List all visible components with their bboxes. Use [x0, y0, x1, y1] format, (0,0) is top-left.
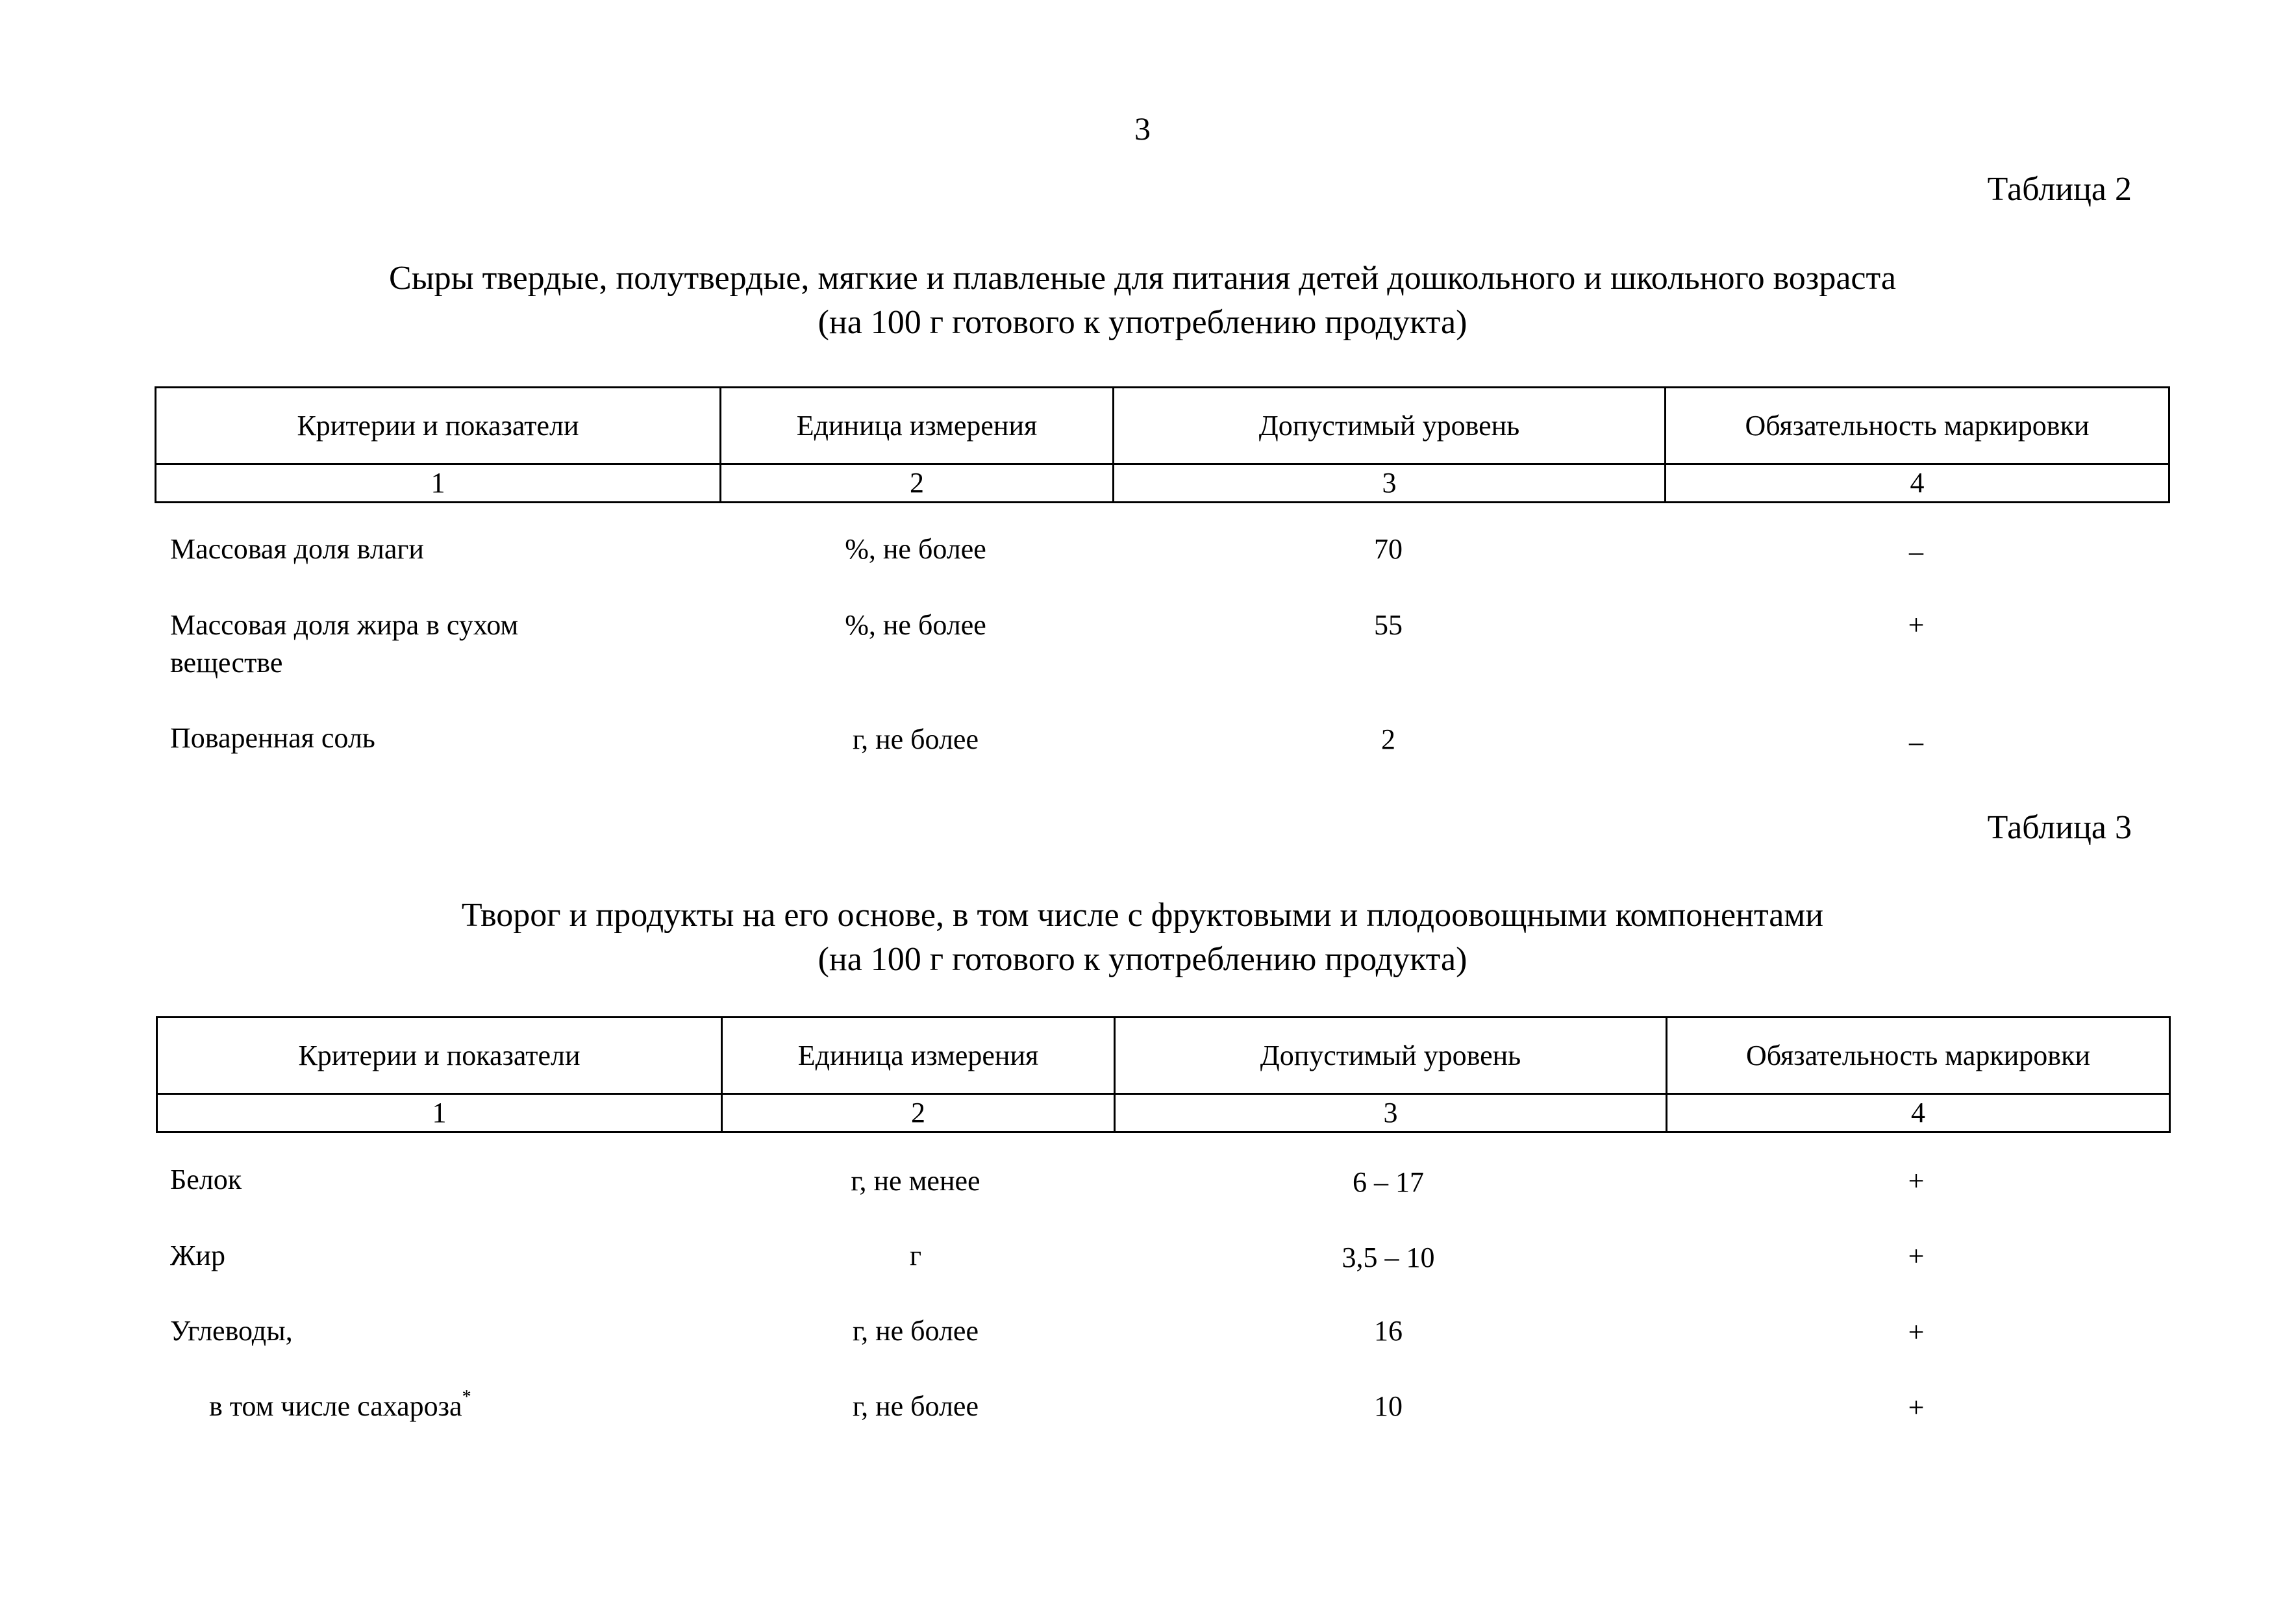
table-3-col-number-1: 1 — [157, 1094, 722, 1132]
table-2-col-number-1: 1 — [156, 464, 721, 503]
table-3-marking: + — [1908, 1316, 1925, 1348]
table-2-label: Таблица 2 — [1987, 171, 2132, 208]
table-3-unit: г, не более — [853, 1390, 979, 1422]
table-3-title — [130, 893, 2155, 982]
table-2-unit: %, не более — [845, 533, 986, 565]
table-2-column-numbers-row — [156, 464, 2169, 503]
table-2-header-row — [156, 388, 2169, 464]
table-2-header-level: Допустимый уровень — [1114, 388, 1666, 464]
table-3-marking: + — [1908, 1165, 1925, 1197]
page-number: 3 — [1134, 110, 1151, 147]
footnote-asterisk: * — [462, 1387, 471, 1407]
table-2-criterion: Поваренная соль — [170, 722, 375, 754]
table-3-label: Таблица 3 — [1987, 809, 2132, 846]
table-3-header-level: Допустимый уровень — [1115, 1018, 1667, 1094]
table-2-header-unit: Единица измерения — [721, 388, 1114, 464]
table-3-criterion: Жир — [170, 1240, 225, 1271]
table-2-criterion-line-2: веществе — [170, 647, 283, 679]
table-3-marking: + — [1908, 1240, 1925, 1272]
table-2-level: 2 — [1381, 723, 1395, 755]
table-3-level: 6 – 17 — [1353, 1166, 1424, 1198]
table-3-criterion: Белок — [170, 1164, 242, 1195]
table-3-header-marking: Обязательность маркировки — [1667, 1018, 2170, 1094]
table-3-col-number-4: 4 — [1667, 1094, 2170, 1132]
table-3-level: 16 — [1374, 1315, 1403, 1347]
table-2-header-criteria: Критерии и показатели — [156, 388, 721, 464]
table-2-criterion: Массовая доля влаги — [170, 533, 424, 565]
table-2-col-number-3: 3 — [1114, 464, 1666, 503]
table-3-criterion-text: в том числе сахароза — [209, 1390, 462, 1422]
table-2-title — [130, 256, 2155, 345]
table-2-unit: г, не более — [853, 723, 979, 755]
table-3-criterion: Углеводы, — [170, 1315, 293, 1347]
table-3-marking: + — [1908, 1392, 1925, 1423]
table-2-header-marking: Обязательность маркировки — [1666, 388, 2169, 464]
table-3-level: 10 — [1374, 1390, 1403, 1422]
table-2-unit: %, не более — [845, 609, 986, 641]
table-3-unit: г — [909, 1240, 922, 1271]
table-3-title-line-2: (на 100 г готового к употреблению продукта) — [818, 941, 1467, 978]
table-2-col-number-4: 4 — [1666, 464, 2169, 503]
table-3-level: 3,5 – 10 — [1342, 1242, 1435, 1273]
table-2-level: 55 — [1374, 609, 1403, 641]
table-2-level: 70 — [1374, 533, 1403, 565]
table-3-header-criteria: Критерии и показатели — [157, 1018, 722, 1094]
table-3-title-line-1: Творог и продукты на его основе, в том числе с фруктовыми и плодоовощными компонентами — [461, 897, 1824, 934]
table-2-header — [155, 386, 2170, 503]
table-2-marking: – — [1909, 536, 1923, 568]
table-3-header-unit: Единица измерения — [722, 1018, 1115, 1094]
table-2-marking: – — [1909, 726, 1923, 758]
table-2-col-number-2: 2 — [721, 464, 1114, 503]
table-3-col-number-2: 2 — [722, 1094, 1115, 1132]
table-3-unit: г, не менее — [851, 1165, 980, 1197]
table-3-column-numbers-row — [157, 1094, 2170, 1132]
table-2-marking: + — [1908, 609, 1925, 641]
table-3-criterion — [170, 1388, 625, 1425]
table-2-criterion-line-1: Массовая доля жира в сухом — [170, 609, 519, 641]
table-3-header-row — [157, 1018, 2170, 1094]
table-3-header — [156, 1016, 2171, 1133]
table-2-title-line-2: (на 100 г готового к употреблению продукта) — [818, 304, 1467, 341]
table-3-unit: г, не более — [853, 1315, 979, 1347]
table-3-col-number-3: 3 — [1115, 1094, 1667, 1132]
table-2-title-line-1: Сыры твердые, полутвердые, мягкие и плавленые для питания детей дошкольного и школьного возраста — [389, 260, 1896, 297]
